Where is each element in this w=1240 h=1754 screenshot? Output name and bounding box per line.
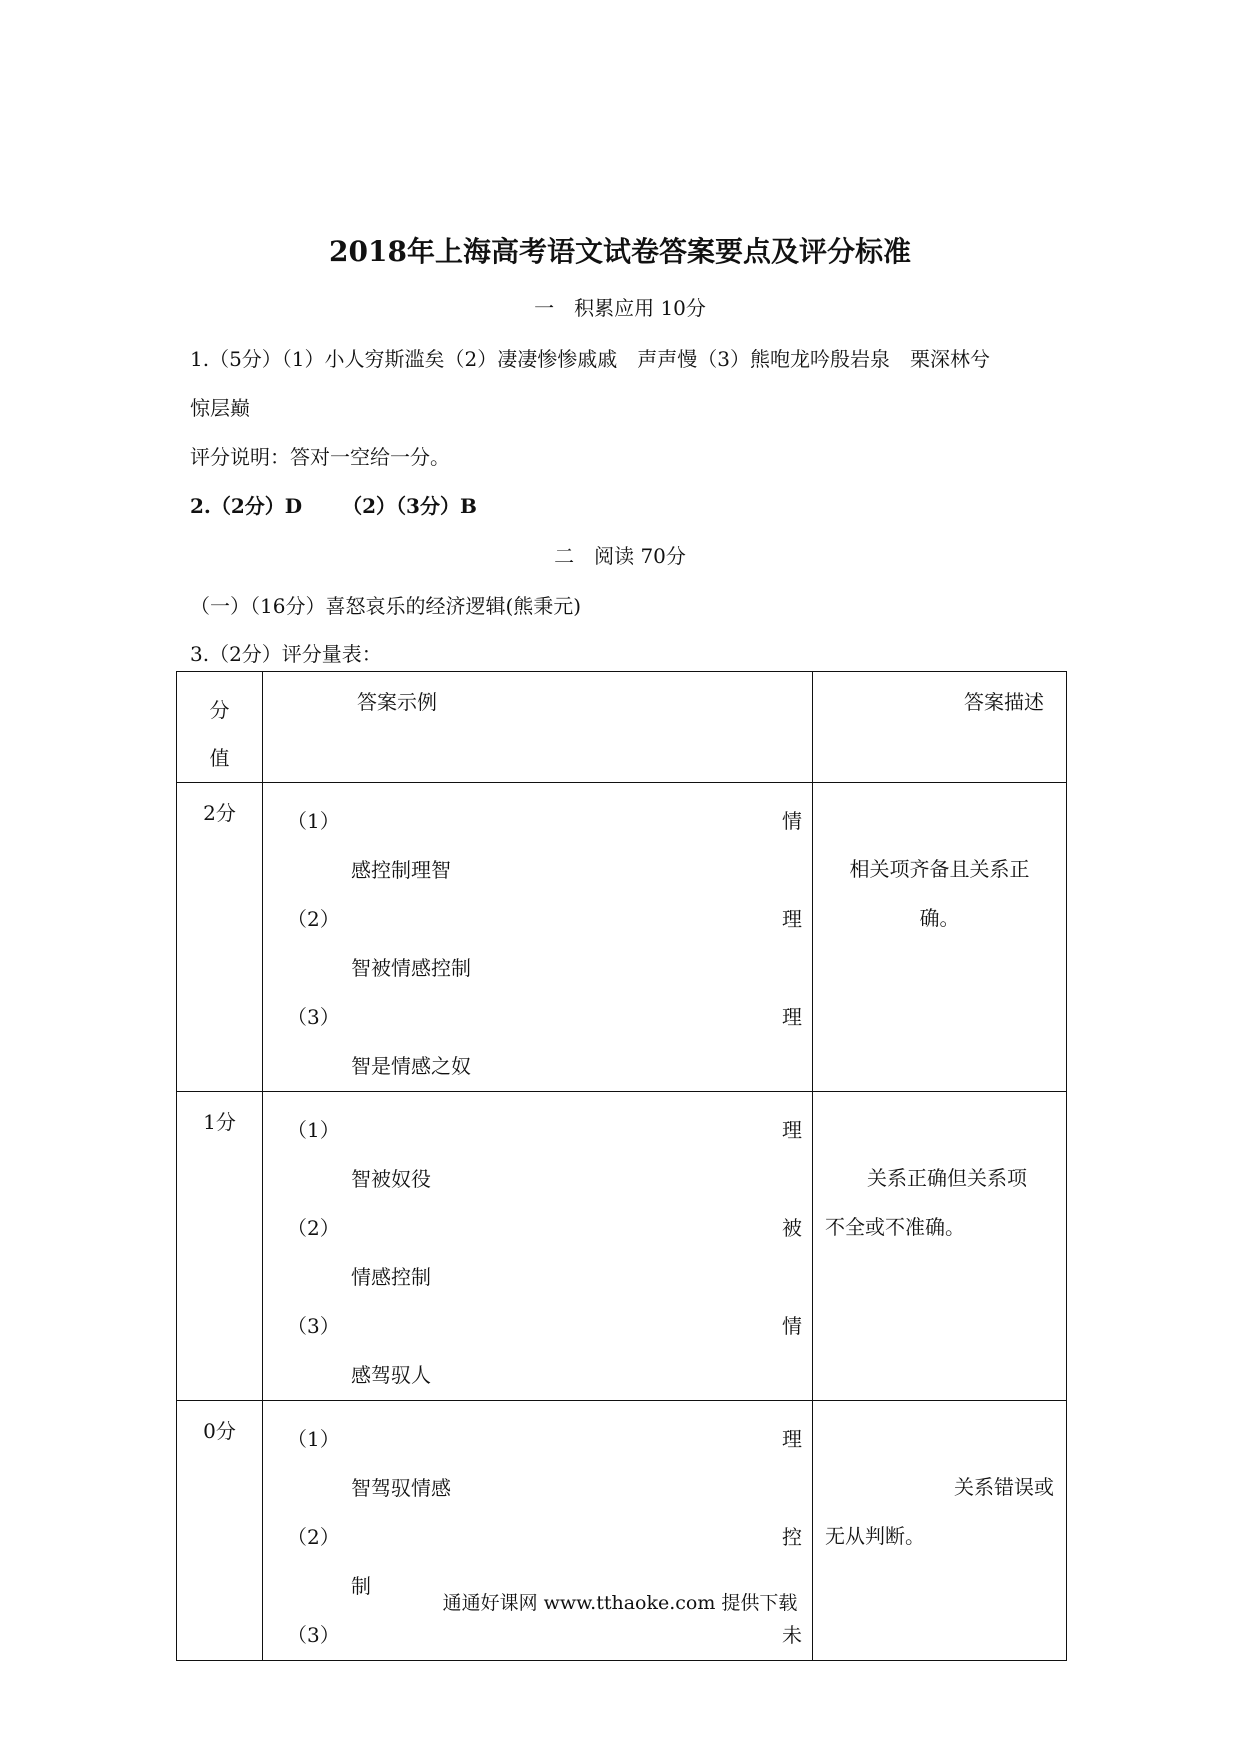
example-cell: （1） 理 智被奴役 （2） 被 情感控制 （3） 情 感驾驭人 <box>263 1092 813 1401</box>
header-description: 答案描述 <box>813 672 1067 783</box>
q2-answer <box>190 490 477 519</box>
table-row <box>177 1092 1067 1401</box>
footer-source: 通通好课网 www.tthaoke.com 提供下载 <box>442 1592 798 1614</box>
page-title: 2018年上海高考语文试卷答案要点及评分标准 <box>329 235 911 268</box>
table-row <box>177 783 1067 1092</box>
q1-answer-line-2: 惊层巅 <box>190 396 250 420</box>
header-score: 分 值 <box>177 672 263 783</box>
example-cell: （1） 理 智驾驭情感 （2） 控 制 （3） 未 <box>263 1401 813 1661</box>
description-cell: 关系正确但关系项 不全或不准确。 <box>813 1092 1067 1401</box>
q2-part2: （2）（3分）B <box>342 494 477 518</box>
section-heading-2: 二 阅读 70分 <box>554 544 686 568</box>
scoring-note: 评分说明：答对一空给一分。 <box>190 445 450 469</box>
example-cell: （1） 情 感控制理智 （2） 理 智被情感控制 （3） 理 智是情感之奴 <box>263 783 813 1092</box>
score-cell: 2分 <box>177 783 263 1092</box>
reading-passage-title: （一）（16分）喜怒哀乐的经济逻辑(熊秉元) <box>190 594 582 618</box>
table-header-row <box>177 672 1067 783</box>
scoring-table <box>176 671 1067 1661</box>
score-cell: 1分 <box>177 1092 263 1401</box>
description-cell: 关系错误或 无从判断。 <box>813 1401 1067 1661</box>
q1-answer-line-1: 1.（5分）（1）小人穷斯滥矣（2）凄凄惨惨戚戚 声声慢（3）熊咆龙吟殷岩泉 栗深林兮 <box>190 347 990 371</box>
header-example: 答案示例 <box>263 672 813 783</box>
q3-heading: 3.（2分）评分量表： <box>190 642 382 666</box>
table-row <box>177 1401 1067 1661</box>
description-cell: 相关项齐备且关系正 确。 <box>813 783 1067 1092</box>
q2-part1: 2.（2分）D <box>190 494 303 518</box>
section-heading-1: 一 积累应用 10分 <box>534 296 706 320</box>
score-cell: 0分 <box>177 1401 263 1661</box>
